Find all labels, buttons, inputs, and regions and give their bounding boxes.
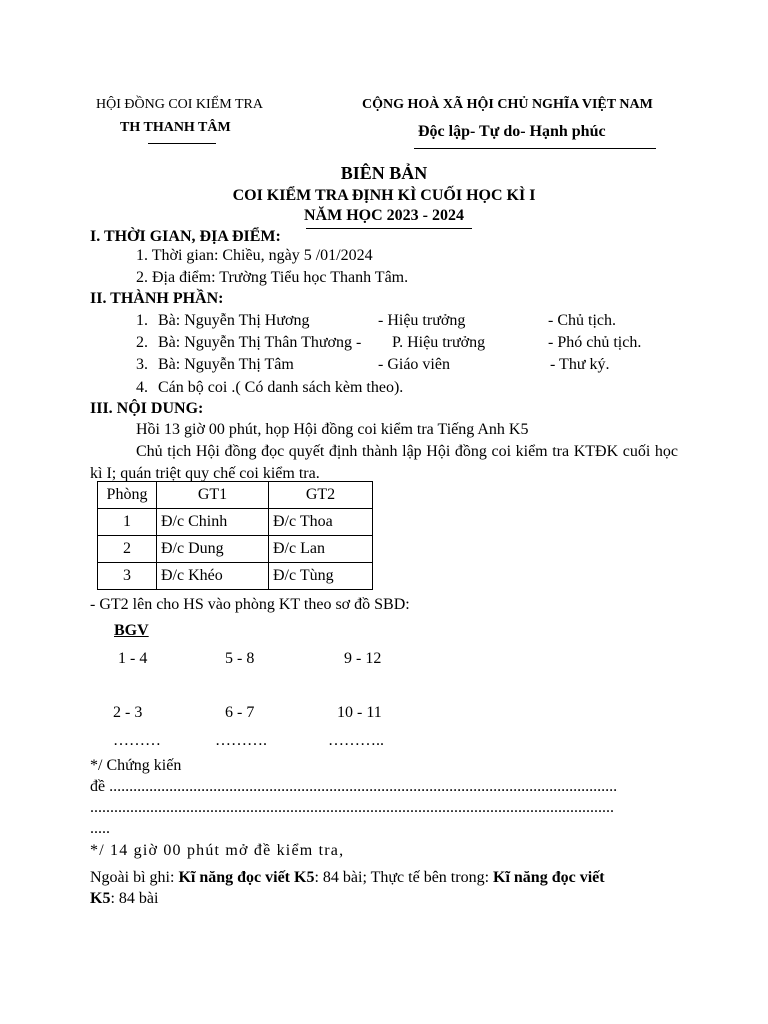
school-name: TH THANH TÂM — [120, 120, 231, 135]
member-role: - Phó chủ tịch. — [548, 334, 642, 351]
table-row — [98, 509, 373, 536]
table-header: GT2 — [269, 482, 373, 509]
gt2-cell: Đ/c Lan — [269, 536, 373, 563]
seat-placeholder: ………. — [215, 732, 267, 749]
witness-label: */ Chứng kiến — [90, 757, 182, 774]
republic-title: CỘNG HOÀ XÃ HỘI CHỦ NGHĨA VIỆT NAM — [362, 97, 653, 112]
meeting-time: 1. Thời gian: Chiều, ngày 5 /01/2024 — [136, 247, 373, 264]
room-cell: 3 — [98, 563, 157, 590]
meeting-start: Hồi 13 giờ 00 phút, họp Hội đồng coi kiểm tra Tiếng Anh K5 — [136, 421, 529, 438]
doc-title: BIÊN BẢN — [340, 163, 428, 183]
seat-range: 6 - 7 — [225, 704, 255, 721]
witness-dotted-line: ..... — [90, 820, 110, 837]
member-position: - Hiệu trưởng — [378, 312, 466, 329]
outside-label: Ngoài bì ghi: — [90, 869, 179, 886]
seat-range: 9 - 12 — [344, 650, 382, 667]
member-num: 2. — [136, 334, 148, 351]
doc-subtitle: COI KIỂM TRA ĐỊNH KÌ CUỐI HỌC KÌ I — [232, 187, 536, 204]
table-row — [98, 536, 373, 563]
school-underline — [148, 143, 216, 144]
member-name: Bà: Nguyễn Thị Hương — [158, 312, 310, 329]
table-header: GT1 — [157, 482, 269, 509]
section2-heading: II. THÀNH PHẦN: — [90, 290, 224, 307]
proctors-note: Cán bộ coi .( Có danh sách kèm theo). — [158, 379, 404, 396]
gt1-cell: Đ/c Khéo — [157, 563, 269, 590]
member-position: - Giáo viên — [378, 356, 450, 373]
inside-grade: K5 — [90, 890, 111, 907]
seat-range: 5 - 8 — [225, 650, 255, 667]
gt1-cell: Đ/c Dung — [157, 536, 269, 563]
member-name: Bà: Nguyễn Thị Tâm — [158, 356, 294, 373]
gt1-cell: Đ/c Chinh — [157, 509, 269, 536]
outside-count: : 84 bài; Thực tế bên trong: — [314, 869, 494, 886]
witness-dotted-line: ................................................................................................................................... — [90, 799, 614, 816]
member-name: Bà: Nguyễn Thị Thân Thương - — [158, 334, 362, 351]
seat-range: 2 - 3 — [113, 704, 143, 721]
envelope-note — [90, 867, 690, 909]
witness-dotted-line: đề ............................................................................................................................... — [90, 778, 618, 795]
room-cell: 1 — [98, 509, 157, 536]
exam-opening: */ 14 giờ 00 phút mở đề kiểm tra, — [90, 842, 345, 859]
room-cell: 2 — [98, 536, 157, 563]
seat-range: 1 - 4 — [118, 650, 148, 667]
member-role: - Thư ký. — [550, 356, 610, 373]
member-role: - Chủ tịch. — [548, 312, 616, 329]
table-header: Phòng — [98, 482, 157, 509]
member-num: 1. — [136, 312, 148, 329]
motto: Độc lập- Tự do- Hạnh phúc — [418, 123, 606, 140]
gt2-cell: Đ/c Tùng — [269, 563, 373, 590]
meeting-place: 2. Địa điểm: Trường Tiểu học Thanh Tâm. — [136, 269, 409, 286]
gt2-cell: Đ/c Thoa — [269, 509, 373, 536]
seating-intro: - GT2 lên cho HS vào phòng KT theo sơ đồ SBD: — [90, 596, 410, 613]
table-row — [98, 563, 373, 590]
section3-heading: III. NỘI DUNG: — [90, 400, 204, 417]
table-header-row — [98, 482, 373, 509]
title-underline — [306, 228, 472, 229]
member-num: 4. — [136, 379, 148, 396]
seat-placeholder: ……… — [113, 732, 161, 749]
section1-heading: I. THỜI GIAN, ĐỊA ĐIỂM: — [90, 228, 281, 245]
seat-placeholder: ……….. — [328, 732, 384, 749]
outside-subject: Kĩ năng đọc viết K5 — [178, 869, 315, 886]
member-position: P. Hiệu trưởng — [392, 334, 486, 351]
council-name: HỘI ĐỒNG COI KIỂM TRA — [96, 97, 263, 112]
proctor-table — [97, 481, 373, 590]
school-year: NĂM HỌC 2023 - 2024 — [304, 207, 464, 224]
bgv-label: BGV — [114, 622, 149, 639]
seat-range: 10 - 11 — [337, 704, 382, 721]
motto-underline — [414, 148, 656, 149]
inside-count: : 84 bài — [110, 890, 159, 907]
member-num: 3. — [136, 356, 148, 373]
chair-statement: Chủ tịch Hội đồng đọc quyết định thành lập Hội đồng coi kiểm tra KTĐK cuối học kì I; quán triệt quy chế coi kiểm tra. — [90, 443, 678, 482]
inside-subject: Kĩ năng đọc viết — [493, 869, 605, 886]
